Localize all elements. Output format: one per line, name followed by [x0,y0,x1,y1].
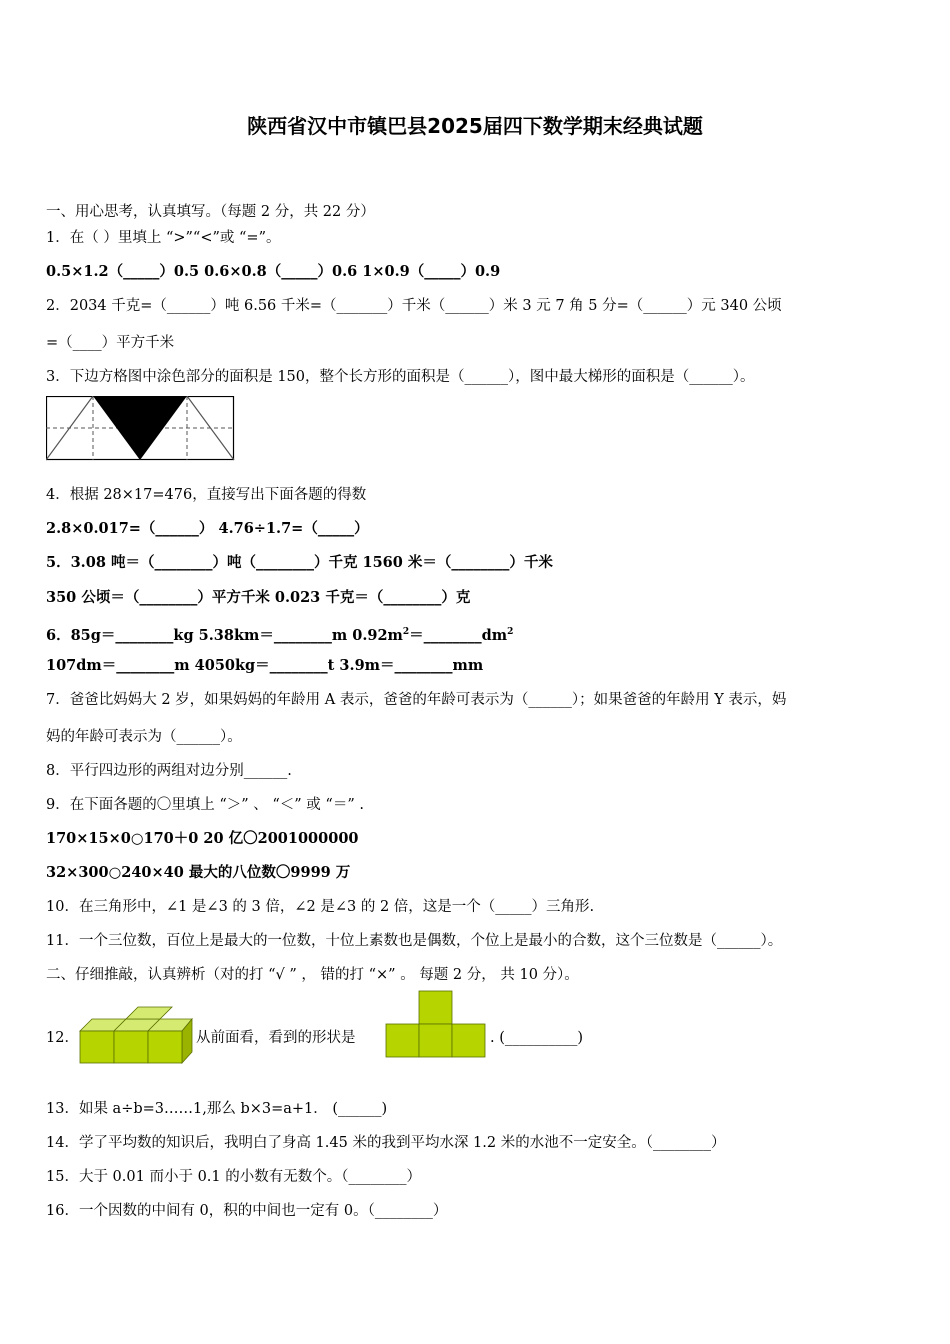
question-2-line-2: =（____）平方千米 [46,335,175,351]
question-12-text: 从前面看，看到的形状是 [196,1030,356,1046]
question-10: 10．在三角形中，∠1 是∠3 的 3 倍，∠2 是∠3 的 2 倍，这是一个（_____）三角形. [46,899,595,915]
section-heading-2: 二、仔细推敲，认真辨析（对的打 “√ ” ， 错的打 “×” 。 每题 2 分， 共 10 分）。 [46,967,579,983]
q6-part-2: ＝________dm [409,626,508,644]
question-6-line-2: 107dm＝________m 4050kg＝________t 3.9m＝________mm [46,657,484,674]
question-4: 4．根据 28×17=476，直接写出下面各题的得数 [46,487,367,503]
question-9: 9．在下面各题的〇里填上 “＞” 、 “＜” 或 “＝” . [46,797,364,813]
question-9-a: 170×15×0○170＋0 20 亿〇2001000000 [46,830,359,847]
question-8: 8．平行四边形的两组对边分别______. [46,763,292,779]
question-13: 13．如果 a÷b=3……1,那么 b×3=a+1． (______) [46,1101,388,1117]
question-11: 11．一个三位数，百位上是最大的一位数，十位上素数也是偶数，个位上是最小的合数，这个三位数是（______）。 [46,933,783,949]
question-9-b: 32×300○240×40 最大的八位数〇9999 万 [46,864,351,881]
front-view-figure [385,990,487,1058]
question-3: 3．下边方格图中涂色部分的面积是 150，整个长方形的面积是（______），图中最大梯形的面积是（______）。 [46,369,755,385]
question-5-line-1: 5．3.08 吨＝（________）吨（________）千克 1560 米＝（________）千米 [46,554,553,571]
page-title: 陕西省汉中市镇巴县2025届四下数学期末经典试题 [247,114,703,138]
superscript-2: 2 [402,627,410,637]
question-7-line-2: 妈的年龄可表示为（______）。 [46,729,242,745]
question-15: 15．大于 0.01 而小于 0.1 的小数有无数个。（________） [46,1169,421,1185]
question-6-line-1 [46,622,513,646]
question-5-line-2: 350 公顷＝（________）平方千米 0.023 千克＝（________）克 [46,589,471,606]
grid-figure [46,396,236,462]
question-1: 1．在（ ）里填上 “>”“<”或 “=”。 [46,230,281,246]
question-2-line-1: 2．2034 千克=（______）吨 6.56 千米=（_______）千米（______）米 3 元 7 角 5 分=（______）元 340 公顷 [46,298,782,314]
cube-stack-figure [78,1004,196,1064]
superscript-2b: 2 [507,627,514,637]
question-1-items: 0.5×1.2（_____）0.5 0.6×0.8（_____）0.6 1×0.9（_____）0.9 [46,263,501,280]
question-16: 16．一个因数的中间有 0，积的中间也一定有 0。（________） [46,1203,448,1219]
question-4-items: 2.8×0.017=（______） 4.76÷1.7=（_____） [46,520,369,537]
section-heading-1: 一、用心思考，认真填写。（每题 2 分，共 22 分） [46,204,375,220]
q6-part-1: 6．85g＝________kg 5.38km＝________m 0.92m [46,626,403,644]
question-12-number: 12． [46,1030,79,1046]
question-14: 14．学了平均数的知识后，我明白了身高 1.45 米的我到平均水深 1.2 米的水池不一定安全。（________） [46,1135,726,1151]
question-7-line-1: 7．爸爸比妈妈大 2 岁，如果妈妈的年龄用 A 表示，爸爸的年龄可表示为（______）；如果爸爸的年龄用 Y 表示，妈 [46,692,787,708]
question-12-tail: . (__________) [490,1030,584,1046]
